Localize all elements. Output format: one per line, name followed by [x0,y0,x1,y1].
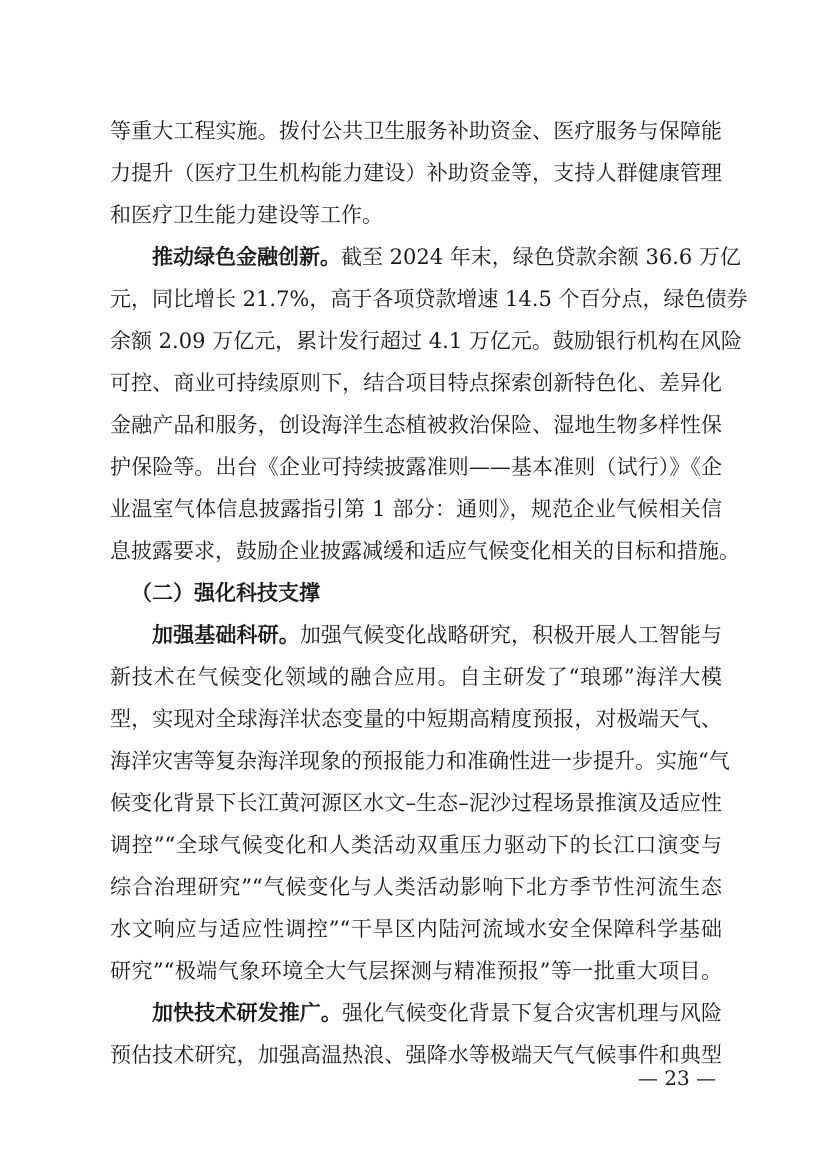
text-span: 强化气候变化背景下复合灾害机理与风险 [342,1001,723,1025]
text-span: 截至 2024 年末，绿色贷款余额 36.6 万亿 [341,245,741,269]
text-line: 等重大工程实施。拨付公共卫生服务补助资金、医疗服务与保障能 [110,119,722,143]
text-line: 余额 2.09 万亿元，累计发行超过 4.1 万亿元。鼓励银行机构在风险 [110,329,742,353]
text-line: 和医疗卫生能力建设等工作。 [110,203,383,227]
text-line: 元，同比增长 21.7%，高于各项贷款增速 14.5 个百分点，绿色债券 [110,287,748,311]
paragraph-first-line [110,992,722,1034]
text-line: 新技术在气候变化领域的融合应用。自主研发了“琅琊”海洋大模 [110,665,722,689]
section-heading: （二）强化科技支撑 [131,581,320,605]
text-line: 业温室气体信息披露指引第 1 部分：通则》，规范企业气候相关信 [110,497,722,521]
text-line: 研究”“极端气象环境全大气层探测与精准预报”等一批重大项目。 [110,959,722,983]
text-line: 水文响应与适应性调控”“干旱区内陆河流域水安全保障科学基础 [110,917,722,941]
text-line: 预估技术研究，加强高温热浪、强降水等极端天气气候事件和典型 [110,1043,722,1067]
text-line: 候变化背景下长江黄河源区水文–生态–泥沙过程场景推演及适应性 [110,791,722,815]
text-line: 护保险等。出台《企业可持续披露准则——基本准则（试行）》《企 [110,455,722,479]
paragraph-first-line [110,236,741,278]
page-number: — 23 — [637,1066,717,1090]
paragraph-lead-green-finance: 推动绿色金融创新。 [152,244,341,269]
text-line: 息披露要求，鼓励企业披露减缓和适应气候变化相关的目标和措施。 [110,539,740,563]
text-line: 力提升（医疗卫生机构能力建设）补助资金等，支持人群健康管理 [110,161,722,185]
text-line: 调控”“全球气候变化和人类活动双重压力驱动下的长江口演变与 [110,833,722,857]
text-span: 加强气候变化战略研究，积极开展人工智能与 [299,623,723,647]
paragraph-lead-tech-promotion: 加快技术研发推广。 [152,1000,343,1025]
text-line: 可控、商业可持续原则下，结合项目特点探索创新特色化、差异化 [110,371,722,395]
document-body [110,110,748,1076]
text-line: 综合治理研究”“气候变化与人类活动影响下北方季节性河流生态 [110,875,722,899]
text-line: 型，实现对全球海洋状态变量的中短期高精度预报，对极端天气、 [110,707,722,731]
text-line: 金融产品和服务，创设海洋生态植被救治保险、湿地生物多样性保 [110,413,722,437]
paragraph-lead-basic-research: 加强基础科研。 [152,622,300,647]
text-line: 海洋灾害等复杂海洋现象的预报能力和准确性进一步提升。实施“气 [110,749,730,773]
paragraph-first-line [110,614,722,656]
